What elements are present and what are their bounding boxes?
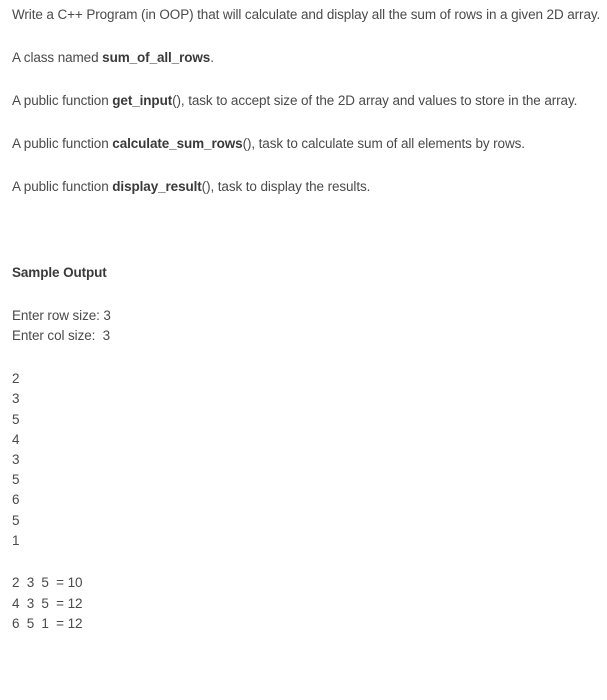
sample-output-heading: Sample Output (12, 265, 107, 280)
function-prefix: A public function (12, 93, 113, 108)
function-description: (), task to display the results. (201, 179, 371, 194)
function-prefix: A public function (12, 136, 113, 151)
function-calculate-sum-rows (12, 136, 525, 151)
input-value: 3 (12, 452, 20, 467)
class-description-prefix: A class named (12, 50, 103, 65)
function-name: calculate_sum_rows (112, 136, 243, 151)
input-value: 2 (12, 371, 20, 386)
input-value: 3 (12, 391, 20, 406)
input-value: 5 (12, 412, 20, 427)
task-intro: Write a C++ Program (in OOP) that will calculate and display all the sum of rows in a given 2D array. (12, 7, 601, 22)
function-description: (), task to calculate sum of all elements by rows. (242, 136, 525, 151)
function-display-result (12, 179, 370, 194)
result-row: 4 3 5 = 12 (12, 596, 83, 611)
result-row: 2 3 5 = 10 (12, 575, 83, 590)
function-get-input (12, 93, 577, 108)
class-description-suffix: . (210, 50, 214, 65)
function-prefix: A public function (12, 179, 113, 194)
function-name: display_result (112, 179, 202, 194)
input-value: 5 (12, 513, 20, 528)
input-value: 1 (12, 533, 20, 548)
input-value: 4 (12, 432, 20, 447)
class-name: sum_of_all_rows (102, 50, 211, 65)
class-description (12, 50, 214, 65)
prompt-row-size: Enter row size: 3 (12, 308, 111, 323)
input-value: 5 (12, 472, 20, 487)
input-value: 6 (12, 492, 20, 507)
function-name: get_input (112, 93, 173, 108)
result-row: 6 5 1 = 12 (12, 616, 83, 631)
function-description: (), task to accept size of the 2D array and values to store in the array. (172, 93, 578, 108)
prompt-col-size: Enter col size: 3 (12, 328, 110, 343)
